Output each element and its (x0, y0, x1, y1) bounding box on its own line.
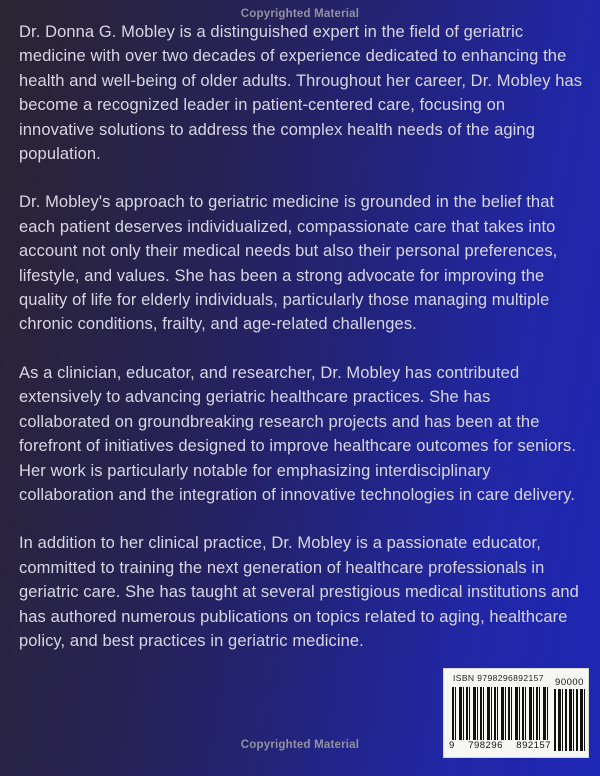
ean-barcode-icon (452, 687, 549, 740)
bio-paragraph-4: In addition to her clinical practice, Dr. Mobley is a passionate educator, committed to training the next generation of healthcare professionals in geriatric care. She has taught at several prestigious medical institutions and has authored numerous publications on topics related to aging, healthcare policy, and best practices in geriatric medicine. (19, 534, 579, 650)
isbn-label: ISBN 9798296892157 (453, 673, 544, 683)
bio-paragraph-2: Dr. Mobley's approach to geriatric medicine is grounded in the belief that each patient deserves individualized, compassionate care that takes into account not only their medical needs but also their personal preferences, lifestyle, and values. She has been a strong advocate for improving the quality of life for elderly individuals, particularly those managing multiple chronic conditions, frailty, and age-related challenges. (19, 193, 558, 334)
price-supplement-label: 90000 (555, 677, 584, 688)
ean-digit-group-2: 892157 (516, 740, 551, 751)
ean-digit-group-1: 798296 (468, 740, 503, 751)
bio-paragraph-3: As a clinician, educator, and researcher, Dr. Mobley has contributed extensively to advancing geriatric healthcare practices. She has collaborated on groundbreaking research projects and has been at the forefront of initiatives designed to improve healthcare outcomes for seniors. Her work is particularly notable for emphasizing interdisciplinary collaboration and the integration of innovative technologies in care delivery. (19, 363, 577, 504)
copyright-notice-top: Copyrighted Material (240, 8, 360, 20)
biography-text-block (19, 20, 585, 677)
copyright-notice-bottom: Copyrighted Material (240, 739, 360, 751)
ean-digit-lead: 9 (449, 740, 455, 751)
bio-paragraph-1: Dr. Donna G. Mobley is a distinguished expert in the field of geriatric medicine with over two decades of experience dedicated to enhancing the health and well-being of older adults. Throughout her career, Dr. Mobley has become a recognized leader in patient-centered care, focusing on innovative solutions to address the complex health needs of the aging population. (19, 23, 583, 164)
